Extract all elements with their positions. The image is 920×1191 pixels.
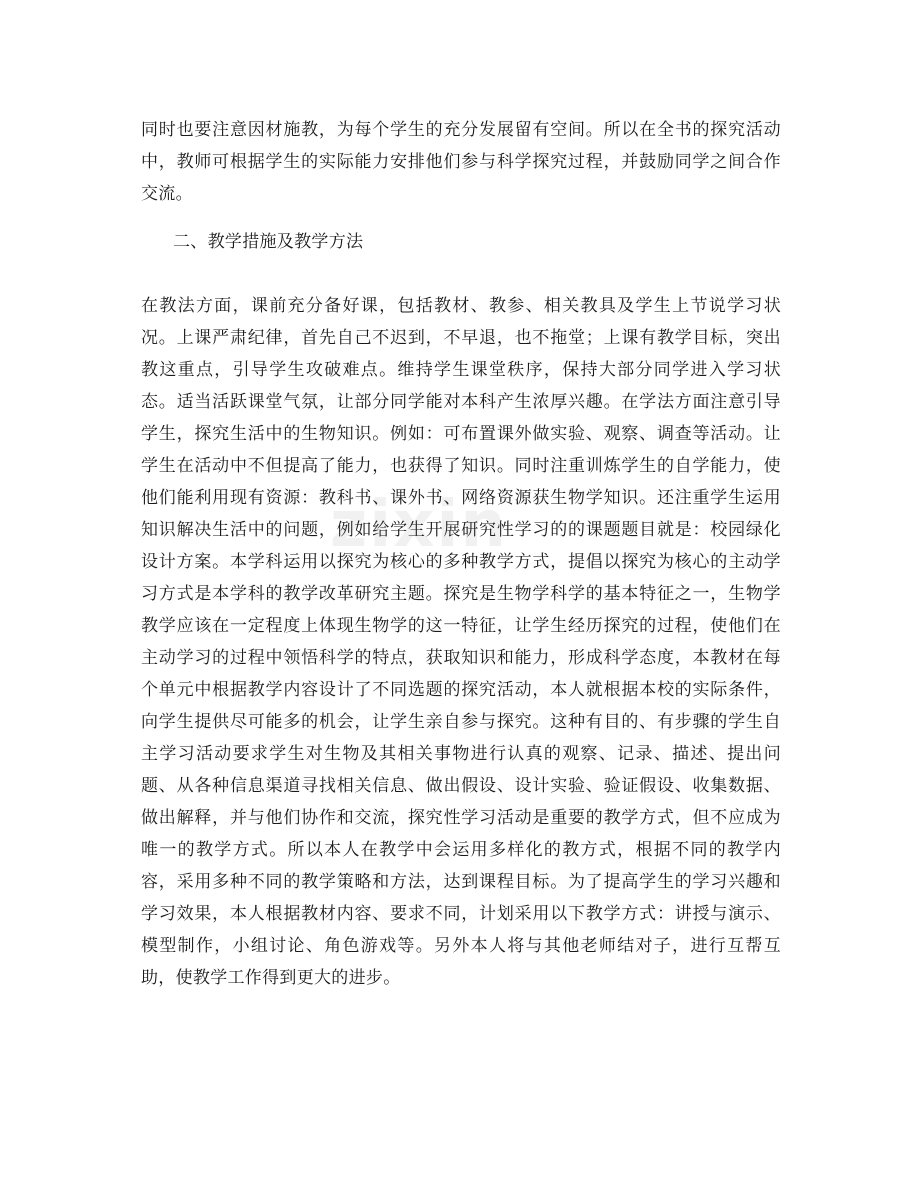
watermark-logo: zixin (330, 488, 508, 562)
section-heading: 二、教学措施及教学方法 (173, 232, 364, 252)
paragraph-2: 在教法方面，课前充分备好课，包括教材、教参、相关教具及学生上节说学习状况。上课严肃纪律，首先自己不迟到，不早退，也不拖堂；上课有教学目标，突出教这重点，引导学生攻破难点。维持学生课堂秩序，保持大部分同学进入学习状态。适当活跃课堂气氛，让部分同学能对本科产生浓厚兴趣。在学法方面注意引导学生，探究生活中的生物知识。例如：可布置课外做实验、观察、调查等活动。让学生在活动中不但提高了能力，也获得了知识。同时注重训炼学生的自学能力，使他们能利用现有资源：教科书、课外书、网络资源获生物学知识。还注重学生运用知识解决生活中的问题，例如给学生开展研究性学习的的课题题目就是：校园绿化设计方案。本学科运用以探究为核心的多种教学方式，提倡以探究为核心的主动学习方式是本学科的教学改革研究主题。探究是生物学科学的基本特征之一，生物学教学应该在一定程度上体现生物学的这一特征，让学生经历探究的过程，使他们在主动学习的过程中领悟科学的特点，获取知识和能力，形成科学态度，本教材在每个单元中根据教学内容设计了不同选题的探究活动，本人就根据本校的实际条件，向学生提供尽可能多的机会，让学生亲自参与探究。这种有目的、有步骤的学生自主学习活动要求学生对生物及其相关事物进行认真的观察、记录、描述、提出问题、从各种信息渠道寻找相关信息、做出假设、设计实验、验证假设、收集数据、做出解释，并与他们协作和交流，探究性学习活动是重要的教学方式，但不应成为唯一的教学方式。所以本人在教学中会运用多样化的教方式，根据不同的教学内容，采用多种不同的教学策略和方法，达到课程目标。为了提高学生的学习兴趣和学习效果，本人根据教材内容、要求不同，计划采用以下教学方式：讲授与演示、模型制作，小组讨论、角色游戏等。另外本人将与其他老师结对子，进行互帮互助，使教学工作得到更大的进步。 (141, 296, 781, 988)
paragraph-1: 同时也要注意因材施教，为每个学生的充分发展留有空间。所以在全书的探究活动中，教师可根据学生的实际能力安排他们参与科学探究过程，并鼓励同学之间合作交流。 (141, 120, 781, 204)
